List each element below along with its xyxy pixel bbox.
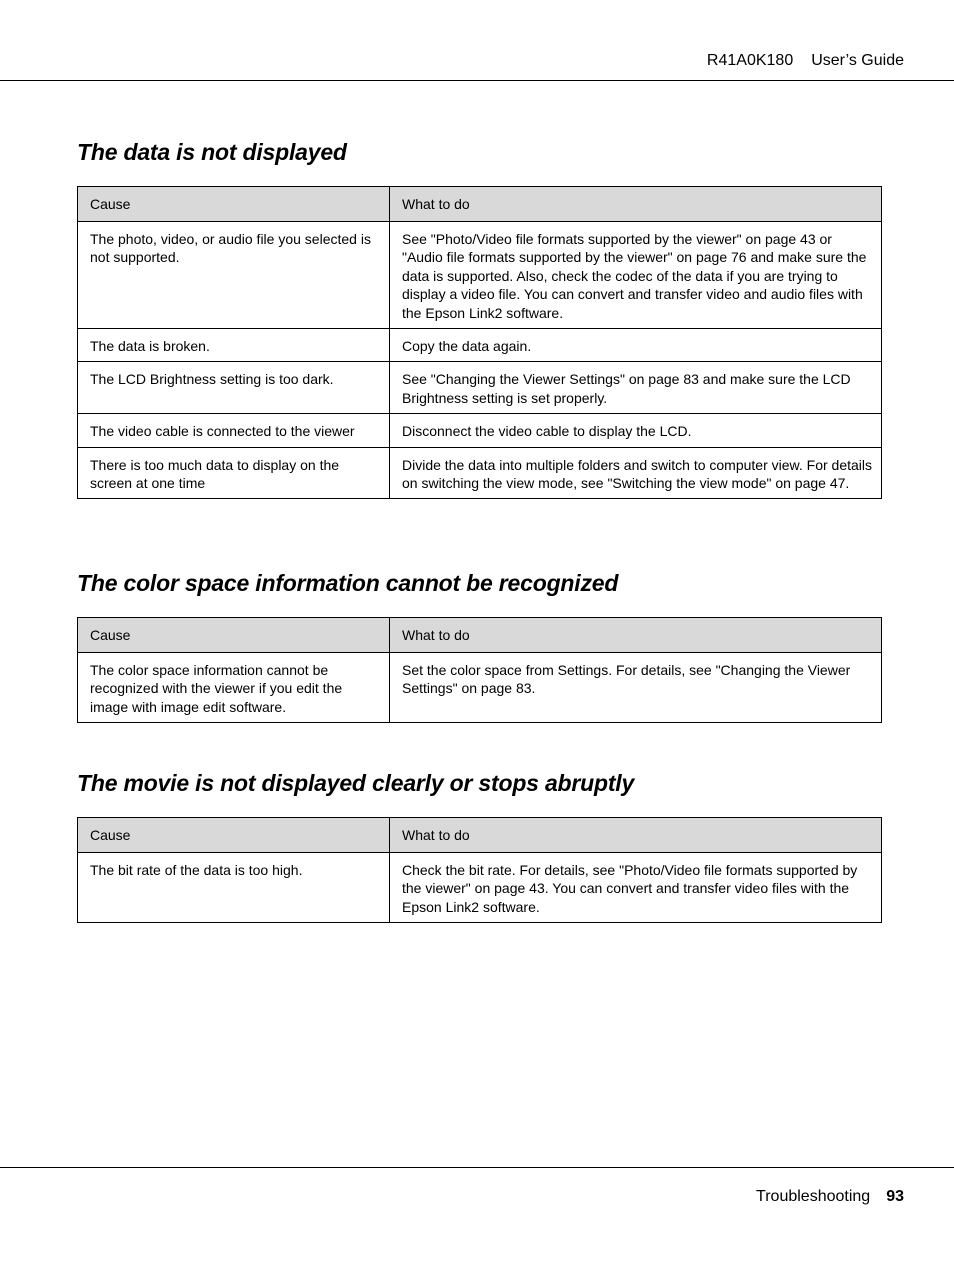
table-header-row [78,818,882,853]
header-rule [0,80,954,81]
column-header-cause: Cause [78,818,390,853]
cause-cell: The bit rate of the data is too high. [78,853,390,923]
cause-cell: There is too much data to display on the screen at one time [78,447,390,499]
column-header-what-to-do: What to do [390,187,882,222]
guide-title: User’s Guide [811,52,904,69]
troubleshooting-table-data-not-displayed [77,186,882,499]
solution-cell: See "Changing the Viewer Settings" on page 83 and make sure the LCD Brightness setting is set properly. [390,362,882,414]
solution-cell: Disconnect the video cable to display the LCD. [390,414,882,447]
column-header-cause: Cause [78,187,390,222]
column-header-cause: Cause [78,618,390,653]
solution-cell: See "Photo/Video file formats supported by the viewer" on page 43 or "Audio file formats supported by the viewer" on page 76 and make sure the data is supported. Also, check the codec of the data if you are trying to display a video file. You can convert and transfer video and audio files with the Epson Link2 software. [390,222,882,329]
cause-cell: The data is broken. [78,329,390,362]
section-heading-movie-not-displayed: The movie is not displayed clearly or stops abruptly [77,770,635,796]
section-heading-color-space: The color space information cannot be recognized [77,570,619,596]
table-header-row [78,187,882,222]
solution-cell: Divide the data into multiple folders and switch to computer view. For details on switching the view mode, see "Switching the view mode" on page 47. [390,447,882,499]
table-row [78,222,882,329]
table-row [78,414,882,447]
cause-cell: The color space information cannot be recognized with the viewer if you edit the image with image edit software. [78,653,390,723]
troubleshooting-table-movie [77,817,882,923]
section-heading-data-not-displayed: The data is not displayed [77,139,347,165]
footer-rule [0,1167,954,1168]
solution-cell: Set the color space from Settings. For details, see "Changing the Viewer Settings" on page 83. [390,653,882,723]
page-header [707,51,904,71]
page-number: 93 [886,1188,904,1205]
solution-cell: Check the bit rate. For details, see "Photo/Video file formats supported by the viewer" on page 43. You can convert and transfer video files with the Epson Link2 software. [390,853,882,923]
cause-cell: The photo, video, or audio file you selected is not supported. [78,222,390,329]
cause-cell: The video cable is connected to the viewer [78,414,390,447]
table-header-row [78,618,882,653]
document-code: R41A0K180 [706,52,794,69]
troubleshooting-table-color-space [77,617,882,723]
table-row [78,653,882,723]
table-row [78,362,882,414]
footer-section-name: Troubleshooting [756,1188,871,1205]
cause-cell: The LCD Brightness setting is too dark. [78,362,390,414]
column-header-what-to-do: What to do [390,618,882,653]
table-row [78,447,882,499]
page-footer [756,1187,904,1207]
table-row [78,329,882,362]
column-header-what-to-do: What to do [390,818,882,853]
table-row [78,853,882,923]
solution-cell: Copy the data again. [390,329,882,362]
